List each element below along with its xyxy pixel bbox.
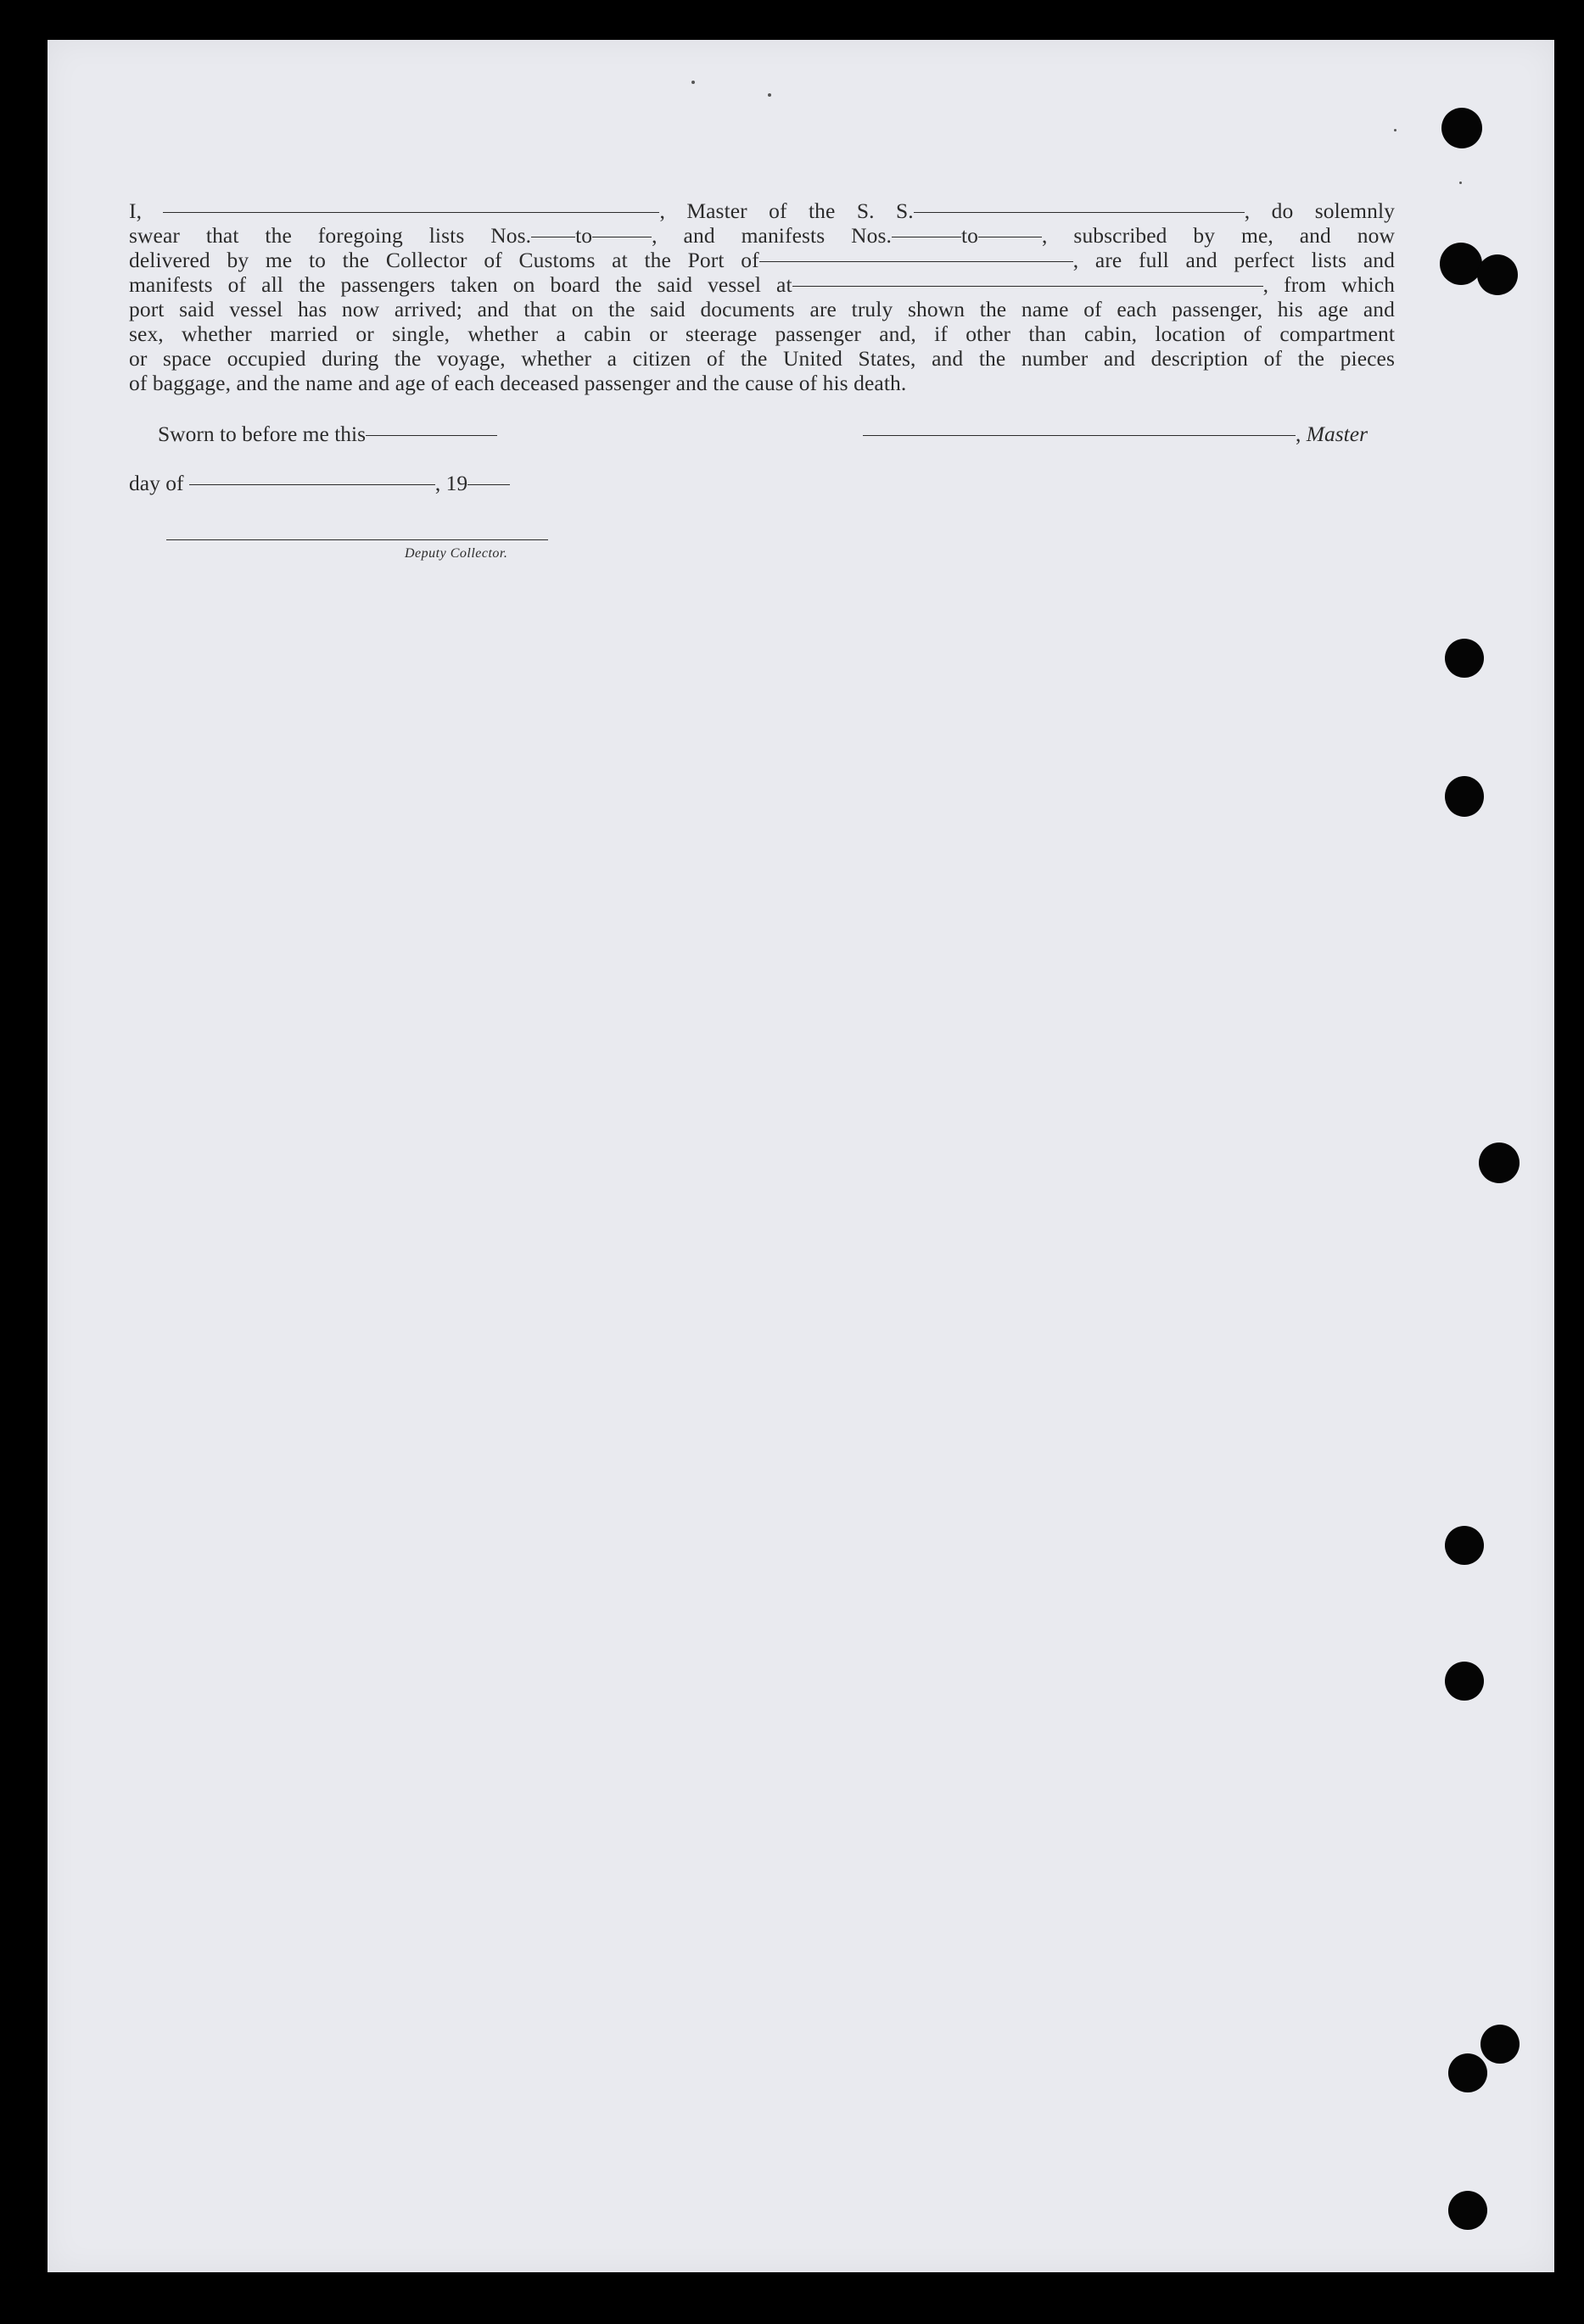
oath-line-6: sex, whether married or single, whether a cabin or steerage passenger and, if other than cabin, location of compartment: [129, 321, 1395, 346]
master-label: Master: [1306, 422, 1368, 446]
punch-hole: [1445, 1526, 1484, 1565]
punch-hole: [1448, 2191, 1487, 2230]
sworn-text: Sworn to before me this: [158, 422, 367, 446]
boarding-port-blank[interactable]: [792, 286, 1263, 287]
deputy-signature-line[interactable]: [166, 539, 548, 540]
sworn-day-blank[interactable]: [366, 435, 497, 436]
day-of-text: day of: [129, 471, 184, 495]
oath-line-4: [129, 272, 1395, 297]
oath-text: , do solemnly: [1244, 198, 1396, 223]
master-comma: ,: [1296, 422, 1301, 446]
punch-hole: [1441, 108, 1482, 148]
deputy-collector-label: Deputy Collector.: [405, 546, 508, 561]
punch-hole: [1480, 2025, 1520, 2064]
oath-text: to: [575, 223, 593, 248]
oath-text: delivered by me to the Collector of Customs at the Port of: [129, 248, 759, 272]
port-blank[interactable]: [759, 261, 1073, 262]
paper-speck: [768, 93, 771, 97]
oath-line-1: [129, 198, 1395, 223]
paper-speck: [1394, 129, 1396, 131]
oath-line-3: [129, 248, 1395, 272]
punch-hole: [1445, 639, 1484, 678]
oath-text: , and manifests Nos.: [652, 223, 892, 248]
oath-line-2: [129, 223, 1395, 248]
oath-text: , Master of the S. S.: [659, 198, 914, 223]
paper-speck: [691, 81, 695, 84]
punch-hole: [1477, 254, 1518, 295]
day-of-line: [129, 471, 510, 496]
master-signature: [863, 422, 1368, 447]
oath-text: , subscribed by me, and now: [1042, 223, 1395, 248]
punch-hole: [1448, 2053, 1487, 2092]
oath-line-7: or space occupied during the voyage, whether a citizen of the United States, and the number and description of the pieces: [129, 346, 1395, 371]
oath-text: to: [961, 223, 979, 248]
punch-hole: [1440, 243, 1482, 285]
oath-text: , from which: [1262, 272, 1395, 297]
oath-text: I,: [129, 198, 143, 223]
punch-hole: [1445, 1662, 1484, 1701]
master-signature-blank[interactable]: [863, 435, 1296, 436]
month-blank[interactable]: [189, 484, 435, 485]
master-name-blank[interactable]: [163, 212, 659, 213]
ship-name-blank[interactable]: [914, 212, 1245, 213]
oath-paragraph: [129, 198, 1395, 395]
oath-line-8: of baggage, and the name and age of each deceased passenger and the cause of his death.: [129, 371, 907, 395]
punch-hole: [1479, 1142, 1520, 1183]
year-blank[interactable]: [467, 484, 510, 485]
oath-text: manifests of all the passengers taken on board the said vessel at: [129, 272, 792, 297]
punch-hole: [1445, 776, 1484, 817]
oath-text: swear that the foregoing lists Nos.: [129, 223, 532, 248]
paper-speck: [1459, 182, 1462, 184]
oath-text: , are full and perfect lists and: [1072, 248, 1395, 272]
sworn-statement: [158, 422, 497, 447]
year-prefix: , 19: [434, 471, 468, 495]
oath-line-5: port said vessel has now arrived; and that on the said documents are truly shown the name of each passenger, his age and: [129, 297, 1395, 321]
